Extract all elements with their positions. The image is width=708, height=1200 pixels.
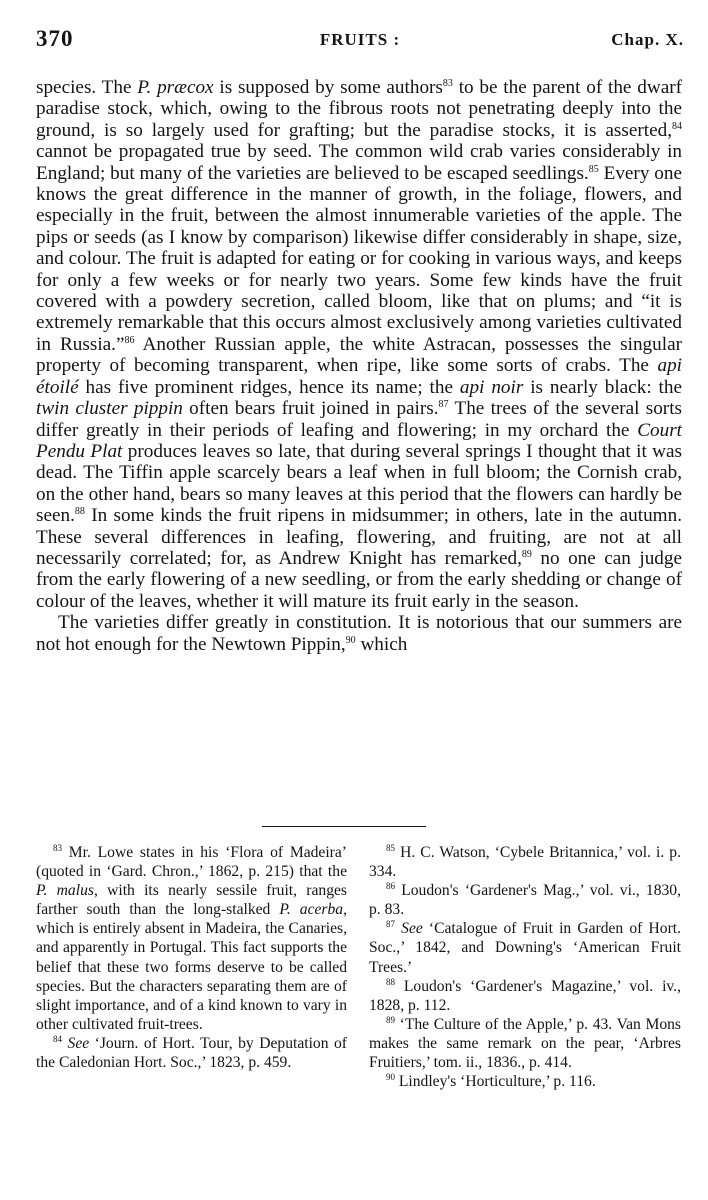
text-run: In some kinds the fruit ripens in midsummer; in others, late in the autumn. These several differences in leafing, flowering, and fruiting, are not at all necessarily correlated; for, as Andrew Knight has remarked,: [36, 505, 682, 569]
text-run: ‘Catalogue of Fruit in Garden of Hort. Soc.,’ 1842, and Downing's ‘American Fruit Trees.’: [369, 920, 681, 976]
footnote-number: 88: [386, 976, 395, 987]
footnote-number: 89: [386, 1014, 395, 1025]
variety-name: twin cluster pippin: [36, 398, 183, 420]
footnote-number: 86: [386, 881, 395, 892]
chapter-label: Chap. X.: [611, 30, 684, 49]
footnote-number: 85: [386, 843, 395, 853]
see-word: See: [401, 920, 423, 938]
footnote-number: 83: [53, 843, 62, 853]
text-run: Loudon's ‘Gardener's Magazine,’ vol. iv., 1828, p. 112.: [369, 977, 681, 1014]
text-run: ‘Journ. of Hort. Tour, by Deputation of the Caledonian Hort. Soc.,’ 1823, p. 459.: [36, 1034, 347, 1072]
footnote-ref-86: 86: [124, 334, 135, 346]
text-run: Loudon's ‘Gardener's Mag.,’ vol. vi., 1830, p. 83.: [369, 882, 681, 919]
footnote-number: 87: [386, 919, 395, 930]
text-run: , with its nearly sessile fruit, ranges farther south than the long-stalked: [36, 882, 347, 919]
footnote-87: [369, 919, 681, 976]
text-run: often bears fruit joined in pairs.: [182, 398, 439, 420]
footnote-85: [369, 843, 681, 881]
text-run: which: [355, 633, 408, 655]
species-name: P. præcox: [137, 77, 214, 98]
footnote-ref-84: 84: [672, 120, 682, 132]
text-run: The trees of the several sorts differ greatly in their periods of leafing and flowering; in my orchard the: [36, 398, 682, 441]
variety-name: api étoilé: [36, 355, 682, 398]
paragraph-2: [36, 612, 682, 655]
footnote-ref-90: 90: [345, 634, 356, 646]
text-run: to be the parent of the dwarf paradise stock, which, owing to the fibrous roots not penetrating deeply into the ground, is so largely used for grafting; but the paradise stocks, it is asserted,: [36, 77, 682, 141]
footnote-89: [369, 1015, 681, 1072]
footnote-ref-83: 83: [442, 78, 453, 89]
text-run: The varieties differ greatly in constitution. It is notorious that our summers are not hot enough for the Newtown Pippin,: [36, 612, 682, 655]
footnote-83: [36, 843, 347, 1034]
text-run: species. The: [36, 77, 138, 98]
footnote-ref-88: 88: [74, 506, 85, 518]
main-text: [36, 77, 682, 655]
footnote-ref-89: 89: [521, 548, 532, 560]
footnote-86: [369, 881, 681, 919]
footnote-number: 84: [53, 1033, 62, 1044]
footnote-ref-85: 85: [588, 163, 599, 175]
text-run: cannot be propagated true by seed. The common wild crab varies considerably in England; but many of the varieties are believed to be escaped seedlings.: [36, 141, 682, 184]
variety-name: api noir: [459, 376, 524, 398]
footnote-divider: [262, 826, 426, 827]
footnote-ref-87: 87: [438, 399, 449, 411]
text-run: , which is entirely absent in Madeira, the Canaries, and apparently in Portugal. This fact supports the belief that these two forms deserve to be called species. But the characters separating them are of slight importance, and of a kind known to vary in other cultivated fruit-trees.: [36, 901, 347, 1033]
running-title: FRUITS :: [319, 30, 401, 49]
text-run: no one can judge from the early flowering of a new seedling, or from the early shedding or change of colour of the leaves, whether it will mature its fruit early in the season.: [36, 547, 682, 612]
text-run: Every one knows the great difference in the manner of growth, in the foliage, flowers, and especially in the fruit, between the almost innumerable varieties of the apple. The pips or seeds (as I know by comparison) likewise differ considerably in shape, size, and colour. The fruit is adapted for eating or for cooking in various ways, and keeps for only a few weeks or for nearly two years. Some few kinds have the fruit covered with a powdery secretion, called bloom, like that on plums; and “it is extremely remarkable that this occurs almost exclusively among varieties cultivated in Russia.”: [36, 162, 682, 355]
species-name: P. malus: [36, 882, 94, 900]
running-header: [36, 26, 684, 56]
text-run: is nearly black: the: [523, 376, 683, 398]
footnotes-left-column: [36, 843, 347, 1072]
paragraph-1: [36, 77, 682, 612]
footnote-number: 90: [386, 1072, 395, 1083]
variety-name: Court Pendu Plat: [36, 419, 682, 462]
text-run: Lindley's ‘Horticulture,’ p. 116.: [395, 1073, 596, 1091]
footnotes-right-column: [369, 843, 681, 1091]
text-run: has five prominent ridges, hence its name; the: [78, 376, 460, 398]
see-word: See: [67, 1034, 90, 1052]
text-run: Mr. Lowe states in his ‘Flora of Madeira’ (quoted in ‘Gard. Chron.,’ 1862, p. 215) that the: [36, 844, 347, 881]
text-run: ‘The Culture of the Apple,’ p. 43. Van Mons makes the same remark on the pear, ‘Arbres Fruitiers,’ tom. ii., 1836., p. 414.: [369, 1015, 681, 1072]
page-number: 370: [36, 26, 74, 51]
footnote-88: [369, 977, 681, 1015]
text-run: Another Russian apple, the white Astracan, possesses the singular property of becoming transparent, when ripe, like some sorts of crabs. The: [36, 333, 682, 377]
text-run: produces leaves so late, that during several springs I thought that it was dead. The Tiffin apple scarcely bears a leaf when in full bloom; the Cornish crab, on the other hand, bears so many leaves at this period that the flowers can hardly be seen.: [36, 440, 682, 527]
footnote-84: [36, 1034, 347, 1072]
text-run: H. C. Watson, ‘Cybele Britannica,’ vol. i. p. 334.: [369, 844, 681, 881]
text-run: is supposed by some authors: [213, 77, 443, 98]
footnote-90: [369, 1072, 681, 1091]
species-name: P. acerba: [279, 901, 344, 919]
